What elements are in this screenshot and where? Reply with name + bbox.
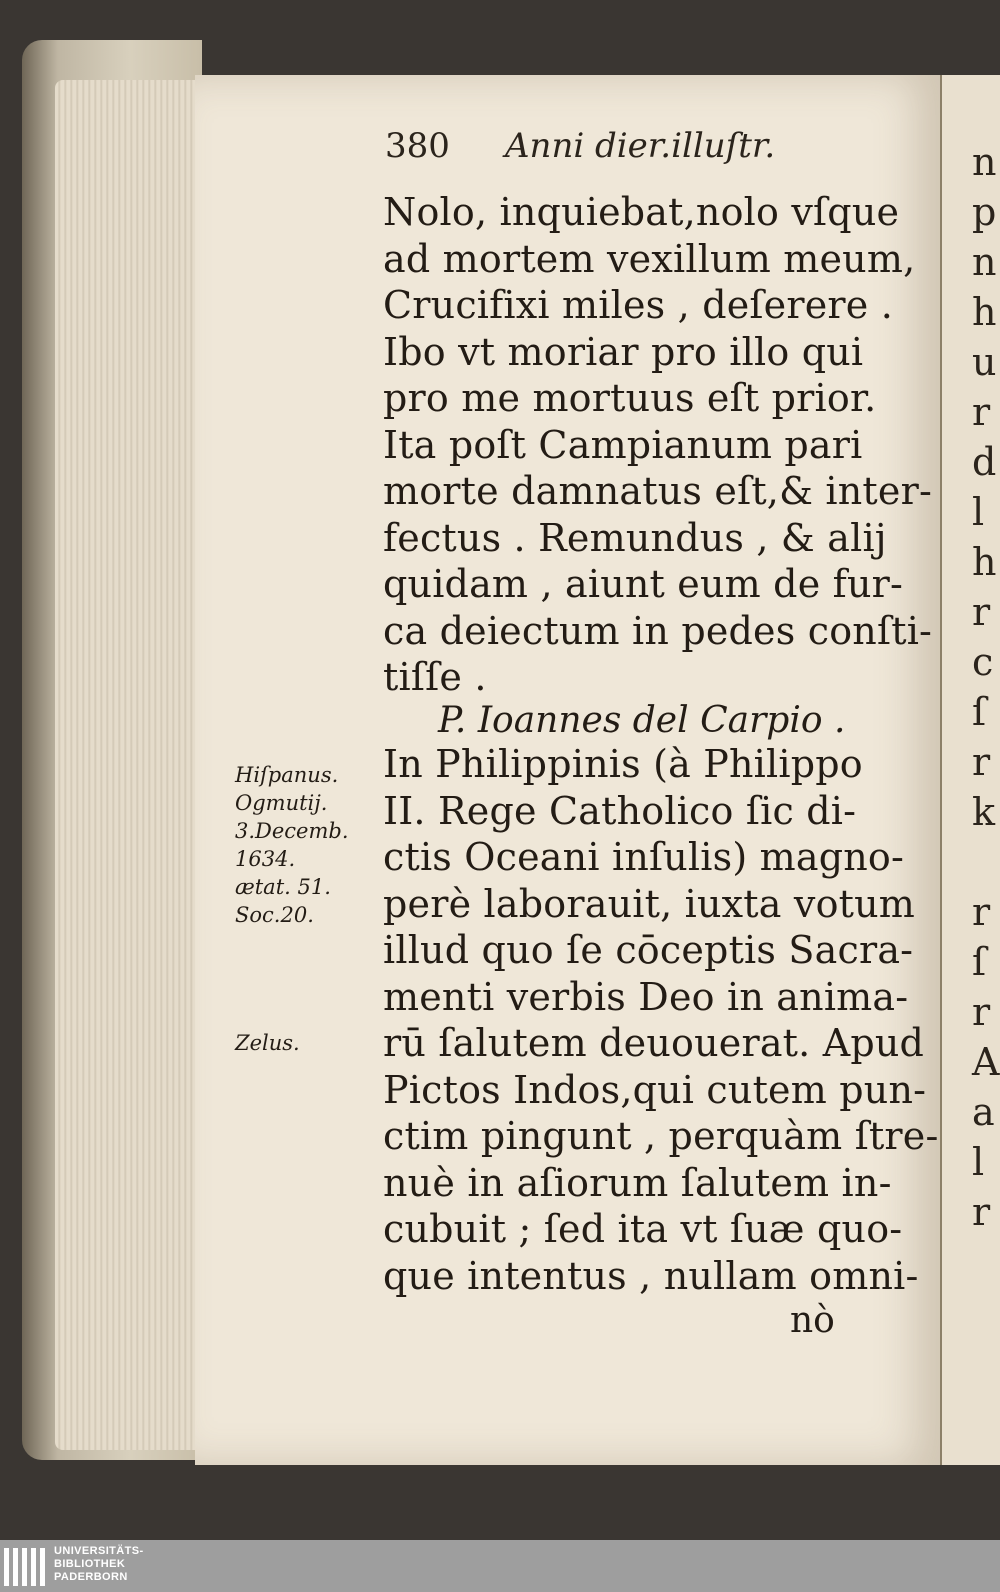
text-line: tiſſe . [383,655,487,699]
facing-page-fragment: A [972,1040,1000,1084]
text-line: illud quo ſe cōceptis Sacra- [383,928,914,972]
library-logo-text [54,1545,144,1584]
text-line: cubuit ; ſed ita vt ſuæ quo- [383,1207,903,1251]
text-line: In Philippinis (à Philippo [383,742,863,786]
facing-page-fragment: a [972,1090,995,1134]
facing-page-fragment: k [972,790,996,834]
text-line: ctim pingunt , perquàm ſtre- [383,1114,939,1158]
page-stack [55,80,205,1450]
facing-page-fragment: d [972,440,997,484]
running-head: Anni dier.illuſtr. [505,126,776,166]
logo-line: PADERBORN [54,1571,128,1583]
library-logo-icon [4,1548,46,1586]
facing-page-fragment: n [972,240,997,284]
facing-page-fragment: r [972,1190,991,1234]
section-heading: P. Ioannes del Carpio . [438,700,846,741]
facing-page-fragment: r [972,990,991,1034]
text-line: fectus . Remundus , & alij [383,515,887,560]
margin-note: ætat. 51. [235,875,331,899]
text-line: Ibo vt moriar pro illo qui [383,329,864,374]
facing-page-fragment: ſ [972,690,987,734]
text-line: Crucifixi miles , deſerere . [383,283,894,327]
text-line: pro me mortuus eſt prior. [383,376,877,420]
facing-page-fragment: h [972,290,997,334]
text-line: Nolo, inquiebat,nolo vſque [383,190,900,234]
page-number: 380 [385,126,450,166]
margin-note: Ogmutij. [235,791,328,815]
catchword: nò [790,1300,835,1341]
margin-note: 3.Decemb. [235,819,349,843]
facing-page-fragment: n [972,140,997,184]
facing-page-fragment: r [972,890,991,934]
facing-page-fragment: l [972,490,985,534]
text-line: perè laborauit, iuxta votum [383,881,916,926]
text-line: Ita poſt Campianum pari [383,422,863,467]
margin-note: Zelus. [235,1031,300,1055]
text-line: que intentus , nullam omni- [383,1253,919,1298]
facing-page-fragment: ſ [972,940,987,984]
facing-page-fragment: p [972,190,997,234]
text-line: ca deiectum in pedes conſti- [383,608,933,653]
facing-page-fragment: c [972,640,994,684]
logo-line: BIBLIOTHEK [54,1558,126,1570]
text-line: nuè in aſiorum ſalutem in- [383,1160,892,1205]
page-header [385,126,885,176]
text-line: II. Rege Catholico ſic di- [383,788,857,833]
facing-page-fragment: r [972,590,991,634]
text-line: menti verbis Deo in anima- [383,974,909,1019]
margin-note: Hiſpanus. [235,763,339,787]
facing-page-fragment: r [972,740,991,784]
text-line: morte damnatus eſt,& inter- [383,469,932,513]
facing-page-fragment: l [972,1140,985,1184]
facing-page [940,75,1000,1465]
text-line: rū ſalutem deuouerat. Apud [383,1021,925,1065]
facing-page-fragment: h [972,540,997,584]
margin-note: 1634. [235,847,296,871]
facing-page-fragment: r [972,390,991,434]
facing-page-fragment: u [972,340,997,384]
library-footer [0,1540,1000,1592]
text-line: ad mortem vexillum meum, [383,236,916,281]
logo-line: UNIVERSITÄTS- [54,1545,144,1557]
text-line: ctis Oceani inſulis) magno- [383,835,905,879]
margin-note: Soc.20. [235,903,314,927]
text-line: quidam , aiunt eum de fur- [383,562,904,606]
text-line: Pictos Indos,qui cutem pun- [383,1067,927,1112]
